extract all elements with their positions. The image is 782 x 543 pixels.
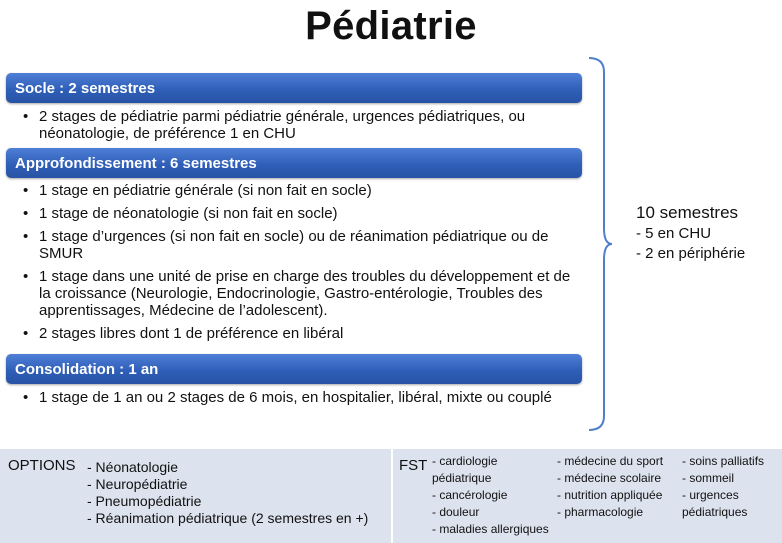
right-brace-icon <box>586 56 614 432</box>
list-item: - soins palliatifs <box>682 454 765 468</box>
list-item: - sommeil <box>682 471 735 485</box>
list-item: pédiatrique <box>432 471 492 485</box>
summary-detail-chu: - 5 en CHU <box>636 225 712 242</box>
page-title: Pédiatrie <box>305 4 477 48</box>
list-item: - cardiologie <box>432 454 498 468</box>
list-item: - douleur <box>432 505 480 519</box>
list-item: • 1 stage d’urgences (si non fait en socle) ou de réanimation pédiatrique ou de SMUR <box>22 228 582 262</box>
list-item: • 1 stage de néonatologie (si non fait en socle) <box>22 205 582 222</box>
phase-socle-header: Socle : 2 semestres <box>6 73 582 103</box>
list-item: - Neuropédiatrie <box>87 476 188 492</box>
list-item: - nutrition appliquée <box>557 488 663 502</box>
list-item: • 1 stage dans une unité de prise en charge des troubles du développement et de la croissance (Neurologie, Endocrinologie, Gastro-entérologie, Troubles des apprentissages, Médecine de l’adolescent). <box>22 268 582 319</box>
list-item: - cancérologie <box>432 488 508 502</box>
options-panel <box>0 449 391 543</box>
list-item: - maladies allergiques <box>432 522 549 536</box>
list-item: • 2 stages libres dont 1 de préférence en libéral <box>22 325 582 342</box>
summary-detail-peripherie: - 2 en périphérie <box>636 245 746 262</box>
phase-consolidation-header: Consolidation : 1 an <box>6 354 582 384</box>
list-item: - Pneumopédiatrie <box>87 493 202 509</box>
list-item: - Réanimation pédiatrique (2 semestres en +) <box>87 510 369 526</box>
summary <box>636 202 745 264</box>
total-duration: 10 semestres <box>636 203 739 222</box>
list-item: • 1 stage de 1 an ou 2 stages de 6 mois, en hospitalier, libéral, mixte ou couplé <box>22 389 582 406</box>
list-item: - urgences <box>682 488 739 502</box>
fst-label: FST <box>399 457 428 474</box>
list-item: • 1 stage en pédiatrie générale (si non fait en socle) <box>22 182 582 199</box>
list-item: • 2 stages de pédiatrie parmi pédiatrie générale, urgences pédiatriques, ou néonatologie, de préférence 1 en CHU <box>22 108 582 142</box>
list-item: - médecine du sport <box>557 454 664 468</box>
list-item: - pharmacologie <box>557 505 644 519</box>
list-item: - médecine scolaire <box>557 471 662 485</box>
phase-approfondissement-list <box>22 182 582 348</box>
options-list <box>87 459 368 527</box>
fst-column-1 <box>432 453 549 538</box>
phase-approfondissement-header: Approfondissement : 6 semestres <box>6 148 582 178</box>
phase-consolidation-list <box>22 389 582 412</box>
fst-column-3 <box>682 453 764 521</box>
list-item: pédiatriques <box>682 505 748 519</box>
list-item: - Néonatologie <box>87 459 179 475</box>
fst-panel <box>393 449 782 543</box>
fst-column-2 <box>557 453 663 521</box>
phase-socle-list <box>22 108 582 148</box>
options-label: OPTIONS <box>8 457 76 474</box>
